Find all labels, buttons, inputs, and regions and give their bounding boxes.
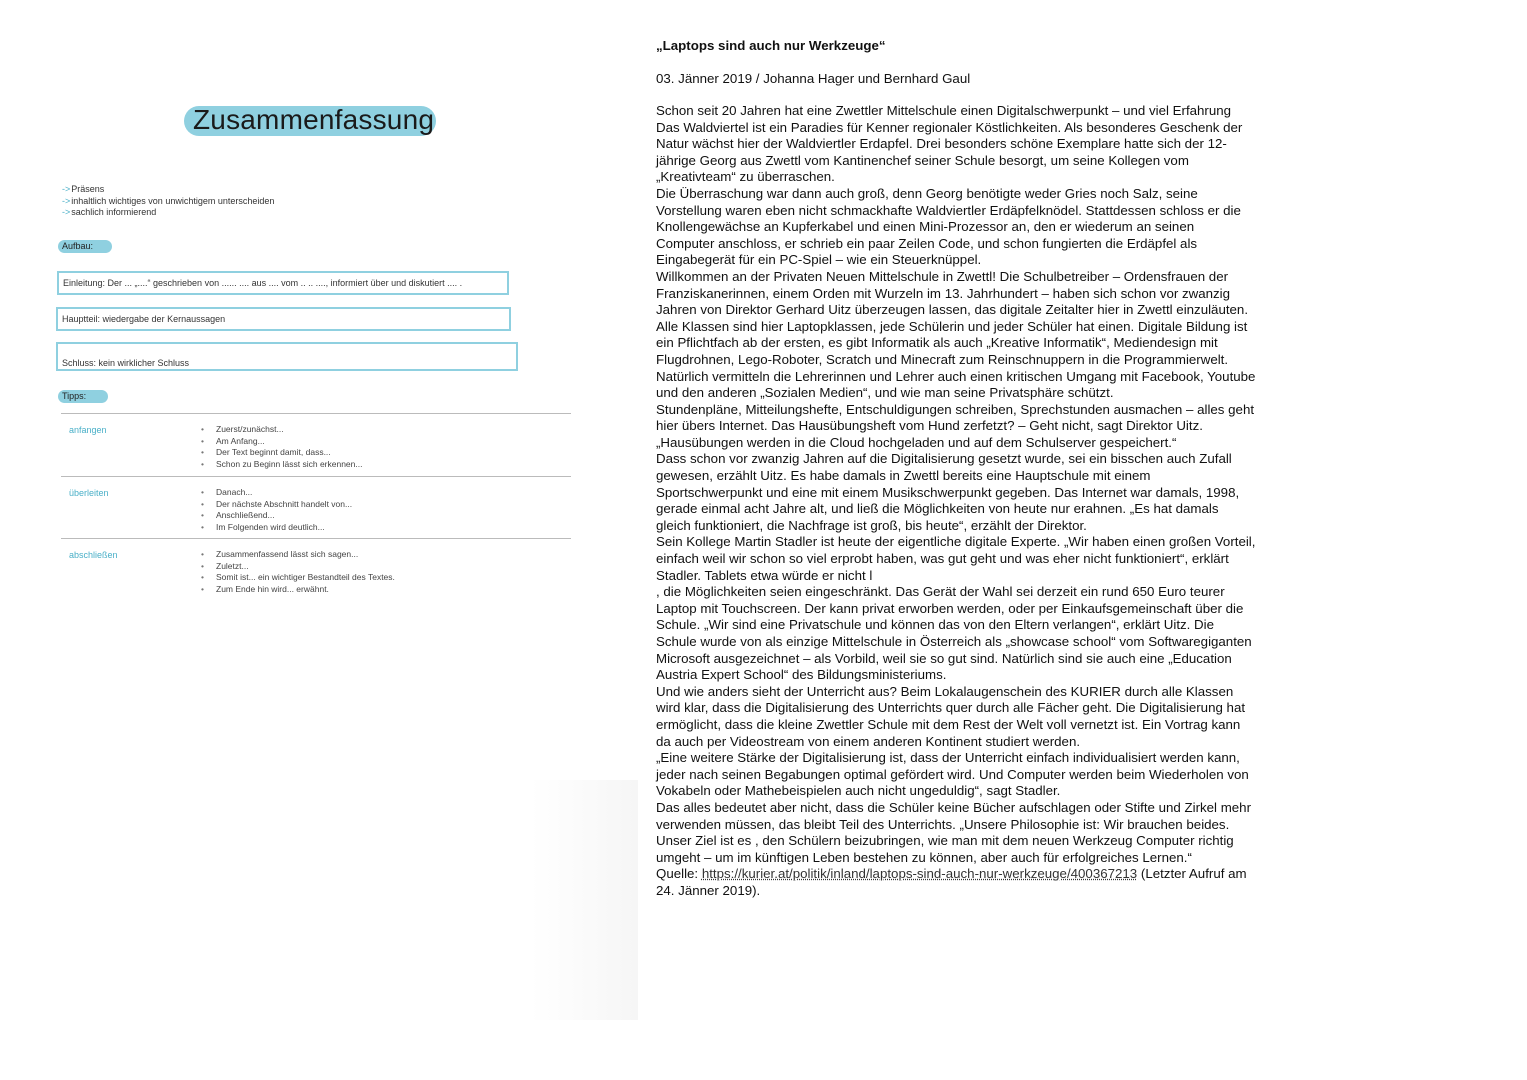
article-body	[656, 103, 1256, 900]
article-paragraph: Das alles bedeutet aber nicht, dass die Schüler keine Bücher aufschlagen oder Stifte und Zirkel mehr verwenden müssen, das bleibt Teil des Unterrichts. „Unsere Philosophie ist: Wir brauchen beides. Unser Ziel ist es , den Schülern beizubringen, wie man mit dem neuen Werkzeug Computer richtig umgeht – um im künftigen Leben bestehen zu können, aber auch für erfolgreiches Lernen.“	[656, 799, 1252, 865]
tip-category: überleiten	[69, 488, 109, 498]
page-shadow	[530, 780, 638, 1020]
article-paragraph: , die Möglichkeiten seien eingeschränkt. Das Gerät der Wahl sei derzeit ein rund 650 Euro teurer Laptop mit Touchscreen. Der kann privat erworben werden, oder per Einkaufsgemeinschaft über die Schule. „Wir sind eine Privatschule und können das von den Eltern verlangen“, erklärt Uitz. Die Schule wurde von als einzige Mittelschule in Österreich als „showcase school“ vom Softwaregiganten Microsoft ausgezeichnet – als Vorbild, weil sie so gut sind. Natürlich sind sie auch eine „Education Austria Expert School“ des Bildungsministeriums.	[656, 584, 1252, 683]
article-panel	[656, 38, 1256, 900]
article-paragraph: Sein Kollege Martin Stadler ist heute der eigentliche digitale Experte. „Wir haben einen großen Vorteil, einfach weil wir schon so viel erprobt haben, was gut geht und was eher nicht funktioniert“, erklärt Stadler. Tablets etwa würde er nicht l	[656, 534, 1256, 583]
article-title: „Laptops sind auch nur Werkzeuge“	[656, 38, 886, 53]
article-paragraph: Stundenpläne, Mitteilungshefte, Entschuldigungen schreiben, Sprechstunden ausmachen – alles geht hier übers Internet. Das Hausübungsheft vom Hund zerfetzt? – Geht nicht, sagt Direktor Uitz. „Hausübungen werden in die Cloud hochgeladen und auf dem Schulserver gespeichert.“	[656, 401, 1255, 450]
article-paragraph: Willkommen an der Privaten Neuen Mittelschule in Zwettl! Die Schulbetreiber – Ordensfrauen der Franziskanerinnen, einem Orden mit Wurzeln im 13. Jahrhundert – haben sich schon vor zwanzig Jahren von Direktor Gerhard Uitz überzeugen lassen, das digitale Zeitalter hier in Zwettl einzuläuten.	[656, 268, 1249, 318]
criteria-item: -> inhaltlich wichtiges von unwichtigem unterscheiden	[62, 195, 275, 206]
tip-item: • Somit ist... ein wichtiger Bestandteil des Textes.	[201, 572, 395, 584]
article-paragraph: Alle Klassen sind hier Laptopklassen, jede Schülerin und jeder Schüler hat einen. Digitale Bildung ist ein Pflichtfach ab der ersten, es gibt Informatik als auch „Kreative Informatik“, Mediendesign mit Flugdrohnen, Lego-Roboter, Scratch und Minecraft zum Reinschnuppern in die Programmierwelt. Natürlich vermitteln die Lehrerinnen und Lehrer auch einen kritischen Umgang mit Facebook, Youtube und den anderen „Sozialen Medien“, und wie man seine Privatsphäre schützt.	[656, 318, 1256, 401]
criteria-item: -> sachlich informierend	[62, 207, 157, 217]
article-source: Quelle: https://kurier.at/politik/inland/laptops-sind-auch-nur-werkzeuge/400367213 (Letzter Aufruf am 24. Jänner 2019).	[656, 866, 1247, 898]
tip-row	[61, 413, 571, 476]
tip-item: • Danach...	[201, 487, 352, 499]
article-paragraph: Und wie anders sieht der Unterricht aus? Beim Lokalaugenschein des KURIER durch alle Klassen wird klar, dass die Digitalisierung des Unterrichts quer durch alle Fächer geht. Die Digitalisierung hat ermöglicht, dass die kleine Zwettler Schule mit dem Rest der Welt voll vernetzt ist. Ein Vortrag kann da auch per Videostream von einem anderen Kontinent studiert werden.	[656, 683, 1246, 749]
arrow-icon: ->	[62, 184, 71, 194]
tips-table	[61, 413, 571, 599]
article-paragraph: Schon seit 20 Jahren hat eine Zwettler Mittelschule einen Digitalschwerpunkt – und viel Erfahrung	[656, 103, 1232, 118]
tipps-label: Tipps:	[58, 390, 108, 403]
criteria-list	[62, 184, 274, 219]
article-byline: 03. Jänner 2019 / Johanna Hager und Bernhard Gaul	[656, 71, 971, 86]
schluss-box: Schluss: kein wirklicher Schluss	[56, 342, 518, 371]
summary-panel	[0, 0, 640, 1080]
tip-item: • Zum Ende hin wird... erwähnt.	[201, 584, 395, 596]
tip-item: • Im Folgenden wird deutlich...	[201, 522, 352, 534]
source-link[interactable]: https://kurier.at/politik/inland/laptops-sind-auch-nur-werkzeuge/400367213	[701, 866, 1138, 882]
tip-item: • Schon zu Beginn lässt sich erkennen...	[201, 459, 362, 471]
tip-item: • Der Text beginnt damit, dass...	[201, 447, 362, 459]
hauptteil-box: Hauptteil: wiedergabe der Kernaussagen	[56, 307, 511, 331]
aufbau-label: Aufbau:	[58, 240, 112, 253]
tip-item: • Zuletzt...	[201, 561, 395, 573]
tip-category: anfangen	[69, 425, 107, 435]
tip-item: • Zusammenfassend lässt sich sagen...	[201, 549, 395, 561]
einleitung-box: Einleitung: Der ... „....“ geschrieben von ...... .... aus .... vom .. .. ...., informiert über und diskutiert .... .	[57, 271, 509, 295]
tip-list	[201, 424, 362, 471]
article-paragraph: Das Waldviertel ist ein Paradies für Kenner regionaler Köstlichkeiten. Als besonderes Geschenk der Natur wächst hier der Waldviertler Erdapfel. Drei besonders schöne Exemplare hatte sich der 12-jährige Georg aus Zwettl vom Kantinenchef seiner Schule besorgt, um seine Kollegen vom „Kreativteam“ zu überraschen.	[656, 119, 1243, 185]
arrow-icon: ->	[62, 207, 71, 217]
tip-item: • Der nächste Abschnitt handelt von...	[201, 499, 352, 511]
tip-list	[201, 487, 352, 534]
article-paragraph: Die Überraschung war dann auch groß, denn Georg benötigte weder Gries noch Salz, seine Vorstellung waren eben nicht schmackhafte Waldviertler Erdäpfelknödel. Stattdessen schloss er die Knollengewächse an Kupferkabel und einen Mini-Prozessor an, den er wiederum an seinen Computer anschloss, er schrieb ein paar Zeilen Code, und schon fungierten die Erdäpfel als Eingabegerät für ein PC-Spiel – wie ein Steuerknüppel.	[656, 185, 1241, 268]
tip-row	[61, 476, 571, 538]
arrow-icon: ->	[62, 195, 71, 206]
tip-item: • Zuerst/zunächst...	[201, 424, 362, 436]
tip-list	[201, 549, 395, 596]
tip-category: abschließen	[69, 550, 118, 560]
criteria-item: -> Präsens	[62, 184, 105, 194]
tip-item: • Anschließend...	[201, 510, 352, 522]
tip-item: • Am Anfang...	[201, 436, 362, 448]
article-paragraph: „Eine weitere Stärke der Digitalisierung ist, dass der Unterricht einfach individualisiert werden kann, jeder nach seinen Begabungen optimal gefördert wird. Und Computer werden beim Wiederholen von Vokabeln oder Mathebeispielen auch nicht ungeduldig“, sagt Stadler.	[656, 750, 1249, 799]
article-paragraph: Dass schon vor zwanzig Jahren auf die Digitalisierung gesetzt wurde, sei ein bisschen auch Zufall gewesen, erzählt Uitz. Es habe damals in Zwettl bereits eine Hauptschule mit einem Sportschwerpunkt und eine mit einem Musikschwerpunkt gegeben. Das Internet war damals, 1998, gerade einmal acht Jahre alt, und ließ die Möglichkeiten von heute nur erahnen. „Es hat damals gleich funktioniert, die Nachfrage ist groß, bis heute“, erzählt der Direktor.	[656, 451, 1240, 533]
tip-row	[61, 538, 571, 599]
summary-title: Zusammenfassung	[193, 104, 435, 135]
